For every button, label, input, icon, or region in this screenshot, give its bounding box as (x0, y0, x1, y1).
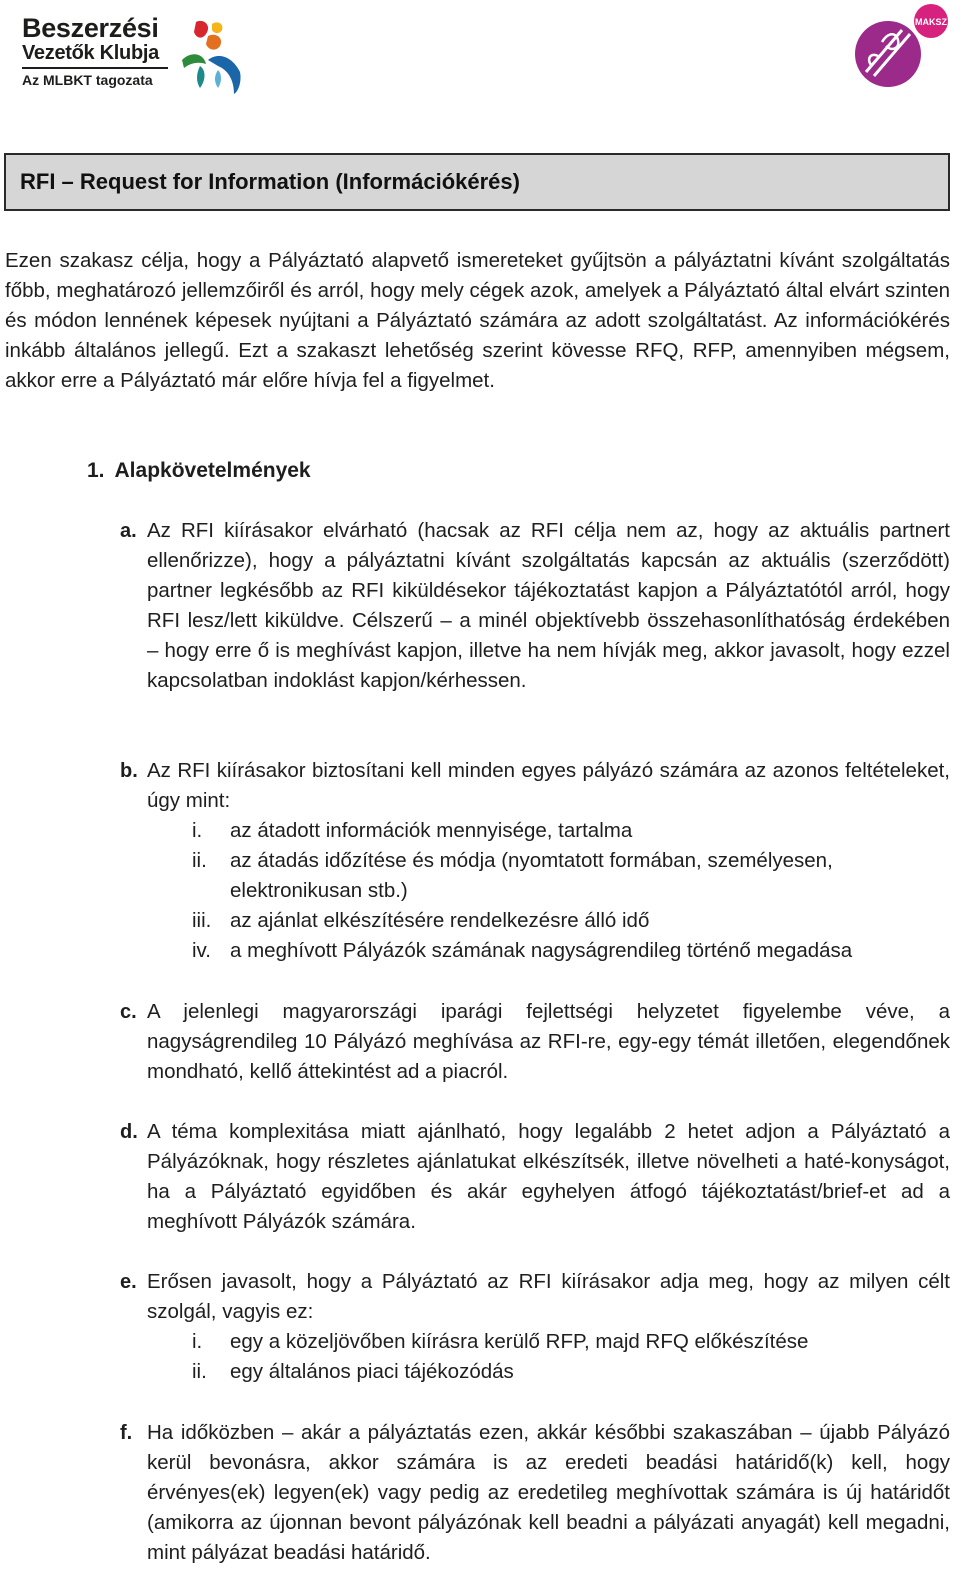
sub-item-numeral: i. (192, 1330, 203, 1353)
list-item-letter: c. (120, 1001, 137, 1023)
section-title-box (4, 153, 950, 211)
sub-item (147, 816, 950, 846)
sub-item-numeral: iv. (192, 939, 211, 962)
list-item-text: A jelenlegi magyarországi iparági fejlettségi helyzetet figyelembe véve, a nagyságrendileg 10 Pályázó meghívása az RFI-re, egy-egy témát illetően, elegendőnek mondható, kellő áttekintést ad a piacról. (147, 1000, 950, 1083)
intro-paragraph: Ezen szakasz célja, hogy a Pályáztató alapvető ismereteket gyűjtsön a pályáztatni kívánt szolgáltatás főbb, meghatározó jellemzőiről és arról, hogy mely cégek azok, amelyek a Pályáztató által elvárt szinten és módon lennének képesek nyújtani a Pályáztató számára az adott szolgáltatást. Az információkérés inkább általános jellegű. Ezt a szakaszt lehetőség szerint kövesse RFQ, RFP, amennyiben mégsem, akkor erre a Pályáztató már előre hívja fel a figyelmet. (5, 249, 950, 392)
sub-item (147, 1357, 950, 1387)
sub-item (147, 1327, 950, 1357)
list-item-text: Az RFI kiírásakor biztosítani kell minden egyes pályázó számára az azonos feltételeket, úgy mint: (147, 759, 950, 812)
sub-item-text: az ajánlat elkészítésére rendelkezésre álló idő (230, 909, 650, 932)
section-heading (87, 456, 311, 486)
maksz-badge-text: MAKSZ (915, 17, 947, 27)
sub-item-text: az átadott információk mennyisége, tartalma (230, 819, 633, 842)
list-item-d (120, 1117, 950, 1237)
beszerzesi-vezetok-klubja-logo (22, 14, 262, 98)
logo-text (22, 14, 168, 88)
list-item-b (120, 756, 950, 966)
list-item-e (120, 1267, 950, 1387)
sub-item-text: az átadás időzítése és módja (nyomtatott formában, személyesen, elektronikusan stb.) (230, 849, 833, 902)
list-item-c (120, 997, 950, 1087)
sub-item (147, 846, 950, 906)
logo-line-1: Beszerzési (22, 13, 159, 43)
list-item-letter: e. (120, 1271, 137, 1293)
sub-item-numeral: ii. (192, 1360, 207, 1383)
sub-item (147, 936, 950, 966)
maksz-logo (852, 2, 952, 90)
sub-item-numeral: i. (192, 819, 203, 842)
list-item-letter: b. (120, 760, 138, 782)
sub-item-text: egy általános piaci tájékozódás (230, 1360, 514, 1383)
sub-item (147, 906, 950, 936)
list-item-letter: a. (120, 520, 137, 542)
list-item-letter: f. (120, 1422, 133, 1444)
list-item-text: Az RFI kiírásakor elvárható (hacsak az RFI célja nem az, hogy az aktuális partnert ellenőrizze), hogy a pályáztatni kívánt szolgáltatás kapcsán az aktuális (szerződött) partner legkésőbb az RFI kiküldésekor tájékoztatást kapjon a Pályáztatótól arról, hogy RFI lesz/lett kiküldve. Célszerű – a minél objektívebb összehasonlíthatóság érdekében – hogy erre ő is meghívást kapjon, illetve ha nem hívják meg, akkor javasolt, hogy ezzel kapcsolatban indoklást kapjon/kérhessen. (147, 519, 950, 692)
maksz-emblem-icon (852, 2, 952, 90)
section-title: Alapkövetelmények (114, 459, 311, 482)
page-title: RFI – Request for Information (Információkérés) (20, 169, 520, 194)
logo-line-3: Az MLBKT tagozata (22, 72, 153, 88)
list-item-f (120, 1418, 950, 1568)
list-item-text: Ha időközben – akár a pályáztatás ezen, akkár későbbi szakaszában – újabb Pályázó kerül bevonásra, akkor számára is az eredeti beadási határidő(k) kell, hogy érvényes(ek) legyen(ek) vagy pedig az eredetileg meghívottak számára is új határidőt (amikorra az újonnan bevont pályázónak kell beadni a pályázati anyagát) kell megadni, mint pályázat beadási határidő. (147, 1421, 950, 1564)
section-number: 1. (87, 459, 105, 482)
list-item-text: Erősen javasolt, hogy a Pályáztató az RFI kiírásakor adja meg, hogy az milyen célt szolgál, vagyis ez: (147, 1270, 950, 1323)
sub-item-text: a meghívott Pályázók számának nagyságrendileg történő megadása (230, 939, 853, 962)
list-item-letter: d. (120, 1121, 138, 1143)
sub-item-numeral: iii. (192, 909, 212, 932)
sub-item-text: egy a közeljövőben kiírásra kerülő RFP, majd RFQ előkészítése (230, 1330, 809, 1353)
figures-emblem-icon (178, 16, 250, 96)
list-item-text: A téma komplexitása miatt ajánlható, hogy legalább 2 hetet adjon a Pályáztató a Pályázóknak, hogy részletes ajánlatukat elkészítsék, illetve növelheti a haté-konyságot, ha a Pályáztató egyidőben és akár egyhelyen átfogó tájékoztatást/brief-et ad a meghívott Pályázók számára. (147, 1120, 950, 1233)
list-item-a (120, 516, 950, 696)
logo-divider (22, 67, 168, 69)
logo-line-2: Vezetők Klubja (22, 42, 159, 64)
sub-item-numeral: ii. (192, 849, 207, 872)
